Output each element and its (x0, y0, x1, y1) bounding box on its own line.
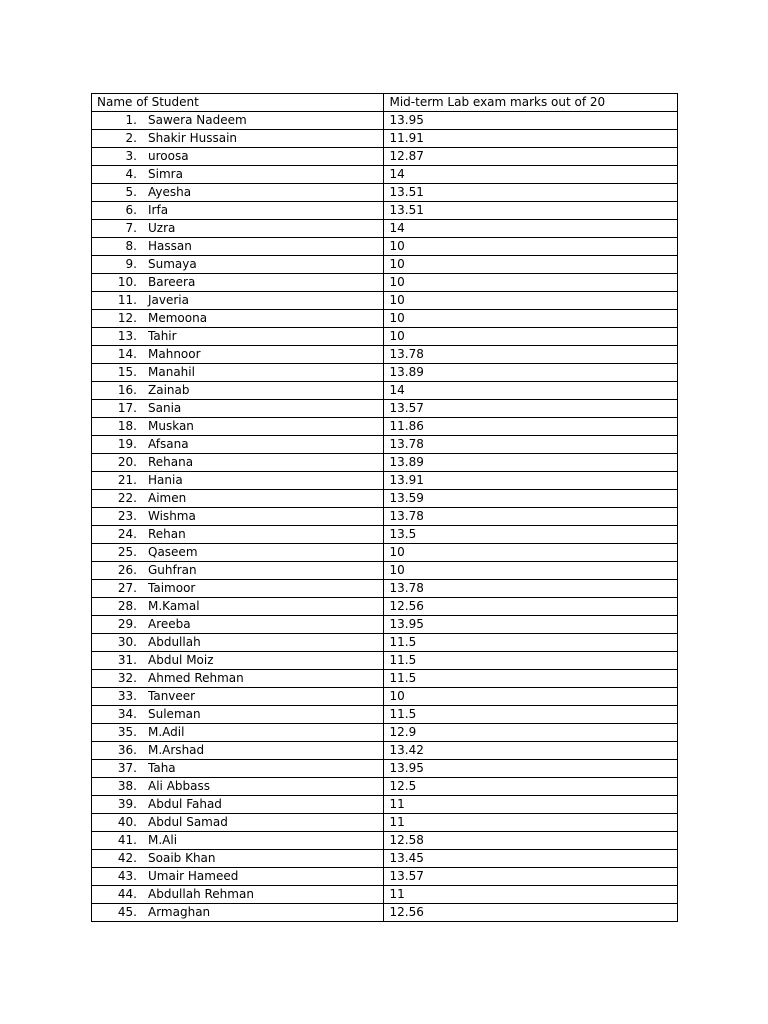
marks-cell: 14 (384, 166, 678, 184)
table-header-row (92, 94, 678, 112)
student-name: M.Arshad (148, 743, 205, 757)
row-number: 34. (117, 707, 137, 721)
row-number: 8. (125, 239, 137, 253)
marks-cell: 13.42 (384, 742, 678, 760)
student-cell (92, 238, 384, 256)
row-number: 18. (117, 419, 137, 433)
student-name: Sumaya (148, 257, 197, 271)
row-number: 13. (117, 329, 137, 343)
row-number: 20. (117, 455, 137, 469)
student-cell (92, 544, 384, 562)
student-cell (92, 292, 384, 310)
table-row (92, 904, 678, 922)
table-row (92, 364, 678, 382)
student-name: Tahir (148, 329, 177, 343)
row-number: 42. (117, 851, 137, 865)
student-name: Ali Abbass (148, 779, 210, 793)
student-cell (92, 310, 384, 328)
table-row (92, 256, 678, 274)
row-number: 15. (117, 365, 137, 379)
student-name: Rehana (148, 455, 194, 469)
row-number: 5. (125, 185, 137, 199)
row-number: 17. (117, 401, 137, 415)
student-name: uroosa (148, 149, 189, 163)
table-row (92, 670, 678, 688)
student-cell (92, 742, 384, 760)
row-number: 36. (117, 743, 137, 757)
marks-cell: 11.91 (384, 130, 678, 148)
row-number: 9. (125, 257, 137, 271)
student-cell (92, 418, 384, 436)
student-cell (92, 364, 384, 382)
student-name: Taimoor (148, 581, 196, 595)
student-cell (92, 580, 384, 598)
marks-cell: 12.56 (384, 598, 678, 616)
row-number: 31. (117, 653, 137, 667)
student-cell (92, 400, 384, 418)
table-row (92, 490, 678, 508)
student-cell (92, 346, 384, 364)
student-cell (92, 328, 384, 346)
marks-cell: 10 (384, 238, 678, 256)
table-row (92, 130, 678, 148)
marks-cell: 10 (384, 292, 678, 310)
student-cell (92, 454, 384, 472)
row-number: 40. (117, 815, 137, 829)
marks-cell: 14 (384, 382, 678, 400)
student-cell (92, 814, 384, 832)
table-row (92, 742, 678, 760)
student-name: Bareera (148, 275, 196, 289)
student-cell (92, 904, 384, 922)
row-number: 32. (117, 671, 137, 685)
marks-cell: 12.58 (384, 832, 678, 850)
table-row (92, 166, 678, 184)
marks-cell: 13.95 (384, 616, 678, 634)
row-number: 7. (125, 221, 137, 235)
table-row (92, 598, 678, 616)
student-name: Hassan (148, 239, 192, 253)
student-name: Abdullah (148, 635, 201, 649)
student-name: Rehan (148, 527, 186, 541)
student-name: Tanveer (148, 689, 196, 703)
student-name: Muskan (148, 419, 194, 433)
marks-cell: 11.5 (384, 670, 678, 688)
student-name: M.Kamal (148, 599, 200, 613)
table-row (92, 400, 678, 418)
student-cell (92, 148, 384, 166)
student-name: Suleman (148, 707, 201, 721)
row-number: 6. (125, 203, 137, 217)
marks-cell: 13.57 (384, 868, 678, 886)
table-row (92, 562, 678, 580)
student-name: Uzra (148, 221, 176, 235)
marks-cell: 13.57 (384, 400, 678, 418)
row-number: 23. (117, 509, 137, 523)
row-number: 1. (125, 113, 137, 127)
student-name: Zainab (148, 383, 190, 397)
student-cell (92, 256, 384, 274)
student-cell (92, 850, 384, 868)
table-row (92, 724, 678, 742)
table-row (92, 868, 678, 886)
table-row (92, 526, 678, 544)
student-cell (92, 436, 384, 454)
table-row (92, 886, 678, 904)
student-cell (92, 706, 384, 724)
row-number: 22. (117, 491, 137, 505)
marks-cell: 11 (384, 796, 678, 814)
row-number: 11. (117, 293, 137, 307)
table-row (92, 382, 678, 400)
student-name: Guhfran (148, 563, 197, 577)
row-number: 45. (117, 905, 137, 919)
row-number: 19. (117, 437, 137, 451)
row-number: 3. (125, 149, 137, 163)
table-row (92, 328, 678, 346)
row-number: 37. (117, 761, 137, 775)
marks-cell: 10 (384, 544, 678, 562)
table-row (92, 472, 678, 490)
marks-cell: 11.5 (384, 634, 678, 652)
row-number: 29. (117, 617, 137, 631)
student-name: Abdul Moiz (148, 653, 214, 667)
student-name: Sawera Nadeem (148, 113, 247, 127)
marks-cell: 12.87 (384, 148, 678, 166)
student-cell (92, 274, 384, 292)
table-row (92, 688, 678, 706)
student-cell (92, 886, 384, 904)
marks-cell: 11.5 (384, 706, 678, 724)
row-number: 24. (117, 527, 137, 541)
row-number: 38. (117, 779, 137, 793)
student-name: Javeria (148, 293, 189, 307)
table-row (92, 310, 678, 328)
student-cell (92, 220, 384, 238)
student-cell (92, 490, 384, 508)
table-row (92, 184, 678, 202)
row-number: 30. (117, 635, 137, 649)
student-name: Afsana (148, 437, 189, 451)
table-row (92, 202, 678, 220)
row-number: 16. (117, 383, 137, 397)
row-number: 41. (117, 833, 137, 847)
student-name: Memoona (148, 311, 208, 325)
marks-cell: 12.9 (384, 724, 678, 742)
student-name: Manahil (148, 365, 195, 379)
student-name: Umair Hameed (148, 869, 239, 883)
table-row (92, 580, 678, 598)
marks-cell: 10 (384, 310, 678, 328)
student-cell (92, 112, 384, 130)
student-cell (92, 184, 384, 202)
student-cell (92, 472, 384, 490)
student-cell (92, 796, 384, 814)
marks-cell: 11.86 (384, 418, 678, 436)
row-number: 10. (117, 275, 137, 289)
row-number: 35. (117, 725, 137, 739)
table-row (92, 778, 678, 796)
marks-cell: 13.78 (384, 508, 678, 526)
student-name: Shakir Hussain (148, 131, 238, 145)
student-cell (92, 634, 384, 652)
marks-cell: 10 (384, 562, 678, 580)
student-name: Abdul Samad (148, 815, 228, 829)
table-row (92, 544, 678, 562)
student-cell (92, 202, 384, 220)
row-number: 4. (125, 167, 137, 181)
marks-cell: 10 (384, 688, 678, 706)
marks-cell: 13.45 (384, 850, 678, 868)
row-number: 25. (117, 545, 137, 559)
marks-cell: 11.5 (384, 652, 678, 670)
student-name: Aimen (148, 491, 187, 505)
table-row (92, 148, 678, 166)
table-row (92, 274, 678, 292)
table-row (92, 634, 678, 652)
marks-cell: 13.78 (384, 580, 678, 598)
row-number: 12. (117, 311, 137, 325)
student-name: Areeba (148, 617, 191, 631)
table-row (92, 454, 678, 472)
row-number: 14. (117, 347, 137, 361)
table-row (92, 832, 678, 850)
table-row (92, 346, 678, 364)
marks-cell: 13.95 (384, 112, 678, 130)
header-name-of-student: Name of Student (92, 94, 384, 112)
row-number: 39. (117, 797, 137, 811)
student-name: Mahnoor (148, 347, 201, 361)
marks-table (91, 93, 678, 922)
marks-cell: 13.59 (384, 490, 678, 508)
student-cell (92, 652, 384, 670)
table-row (92, 238, 678, 256)
student-name: Qaseem (148, 545, 198, 559)
marks-cell: 13.51 (384, 202, 678, 220)
marks-cell: 11 (384, 814, 678, 832)
student-cell (92, 130, 384, 148)
marks-cell: 13.78 (384, 346, 678, 364)
student-cell (92, 760, 384, 778)
student-cell (92, 670, 384, 688)
table-row (92, 616, 678, 634)
marks-cell: 10 (384, 274, 678, 292)
student-name: Ahmed Rehman (148, 671, 244, 685)
table-row (92, 418, 678, 436)
student-name: Abdullah Rehman (148, 887, 254, 901)
marks-cell: 10 (384, 328, 678, 346)
table-row (92, 652, 678, 670)
marks-cell: 13.95 (384, 760, 678, 778)
student-cell (92, 382, 384, 400)
student-cell (92, 688, 384, 706)
row-number: 33. (117, 689, 137, 703)
student-cell (92, 616, 384, 634)
table-row (92, 796, 678, 814)
student-name: Abdul Fahad (148, 797, 222, 811)
student-cell (92, 724, 384, 742)
row-number: 44. (117, 887, 137, 901)
marks-cell: 11 (384, 886, 678, 904)
student-name: M.Ali (148, 833, 178, 847)
marks-cell: 10 (384, 256, 678, 274)
table-row (92, 850, 678, 868)
student-cell (92, 868, 384, 886)
marks-cell: 13.5 (384, 526, 678, 544)
student-name: Ayesha (148, 185, 192, 199)
table-row (92, 436, 678, 454)
marks-cell: 12.56 (384, 904, 678, 922)
table-row (92, 706, 678, 724)
student-cell (92, 562, 384, 580)
row-number: 43. (117, 869, 137, 883)
table-row (92, 220, 678, 238)
student-name: M.Adil (148, 725, 185, 739)
table-body (92, 112, 678, 922)
row-number: 2. (125, 131, 137, 145)
student-cell (92, 832, 384, 850)
student-name: Hania (148, 473, 183, 487)
marks-cell: 13.91 (384, 472, 678, 490)
student-name: Sania (148, 401, 182, 415)
student-cell (92, 778, 384, 796)
table-row (92, 508, 678, 526)
table-row (92, 814, 678, 832)
student-name: Taha (148, 761, 176, 775)
row-number: 28. (117, 599, 137, 613)
row-number: 27. (117, 581, 137, 595)
student-name: Wishma (148, 509, 196, 523)
row-number: 21. (117, 473, 137, 487)
student-name: Simra (148, 167, 183, 181)
student-name: Irfa (148, 203, 169, 217)
student-cell (92, 166, 384, 184)
student-cell (92, 526, 384, 544)
table-row (92, 112, 678, 130)
table-row (92, 760, 678, 778)
marks-cell: 13.78 (384, 436, 678, 454)
marks-cell: 14 (384, 220, 678, 238)
marks-cell: 13.89 (384, 364, 678, 382)
header-marks: Mid-term Lab exam marks out of 20 (384, 94, 678, 112)
student-cell (92, 508, 384, 526)
marks-cell: 12.5 (384, 778, 678, 796)
row-number: 26. (117, 563, 137, 577)
student-name: Armaghan (148, 905, 211, 919)
student-cell (92, 598, 384, 616)
marks-cell: 13.89 (384, 454, 678, 472)
table-row (92, 292, 678, 310)
marks-cell: 13.51 (384, 184, 678, 202)
student-name: Soaib Khan (148, 851, 216, 865)
